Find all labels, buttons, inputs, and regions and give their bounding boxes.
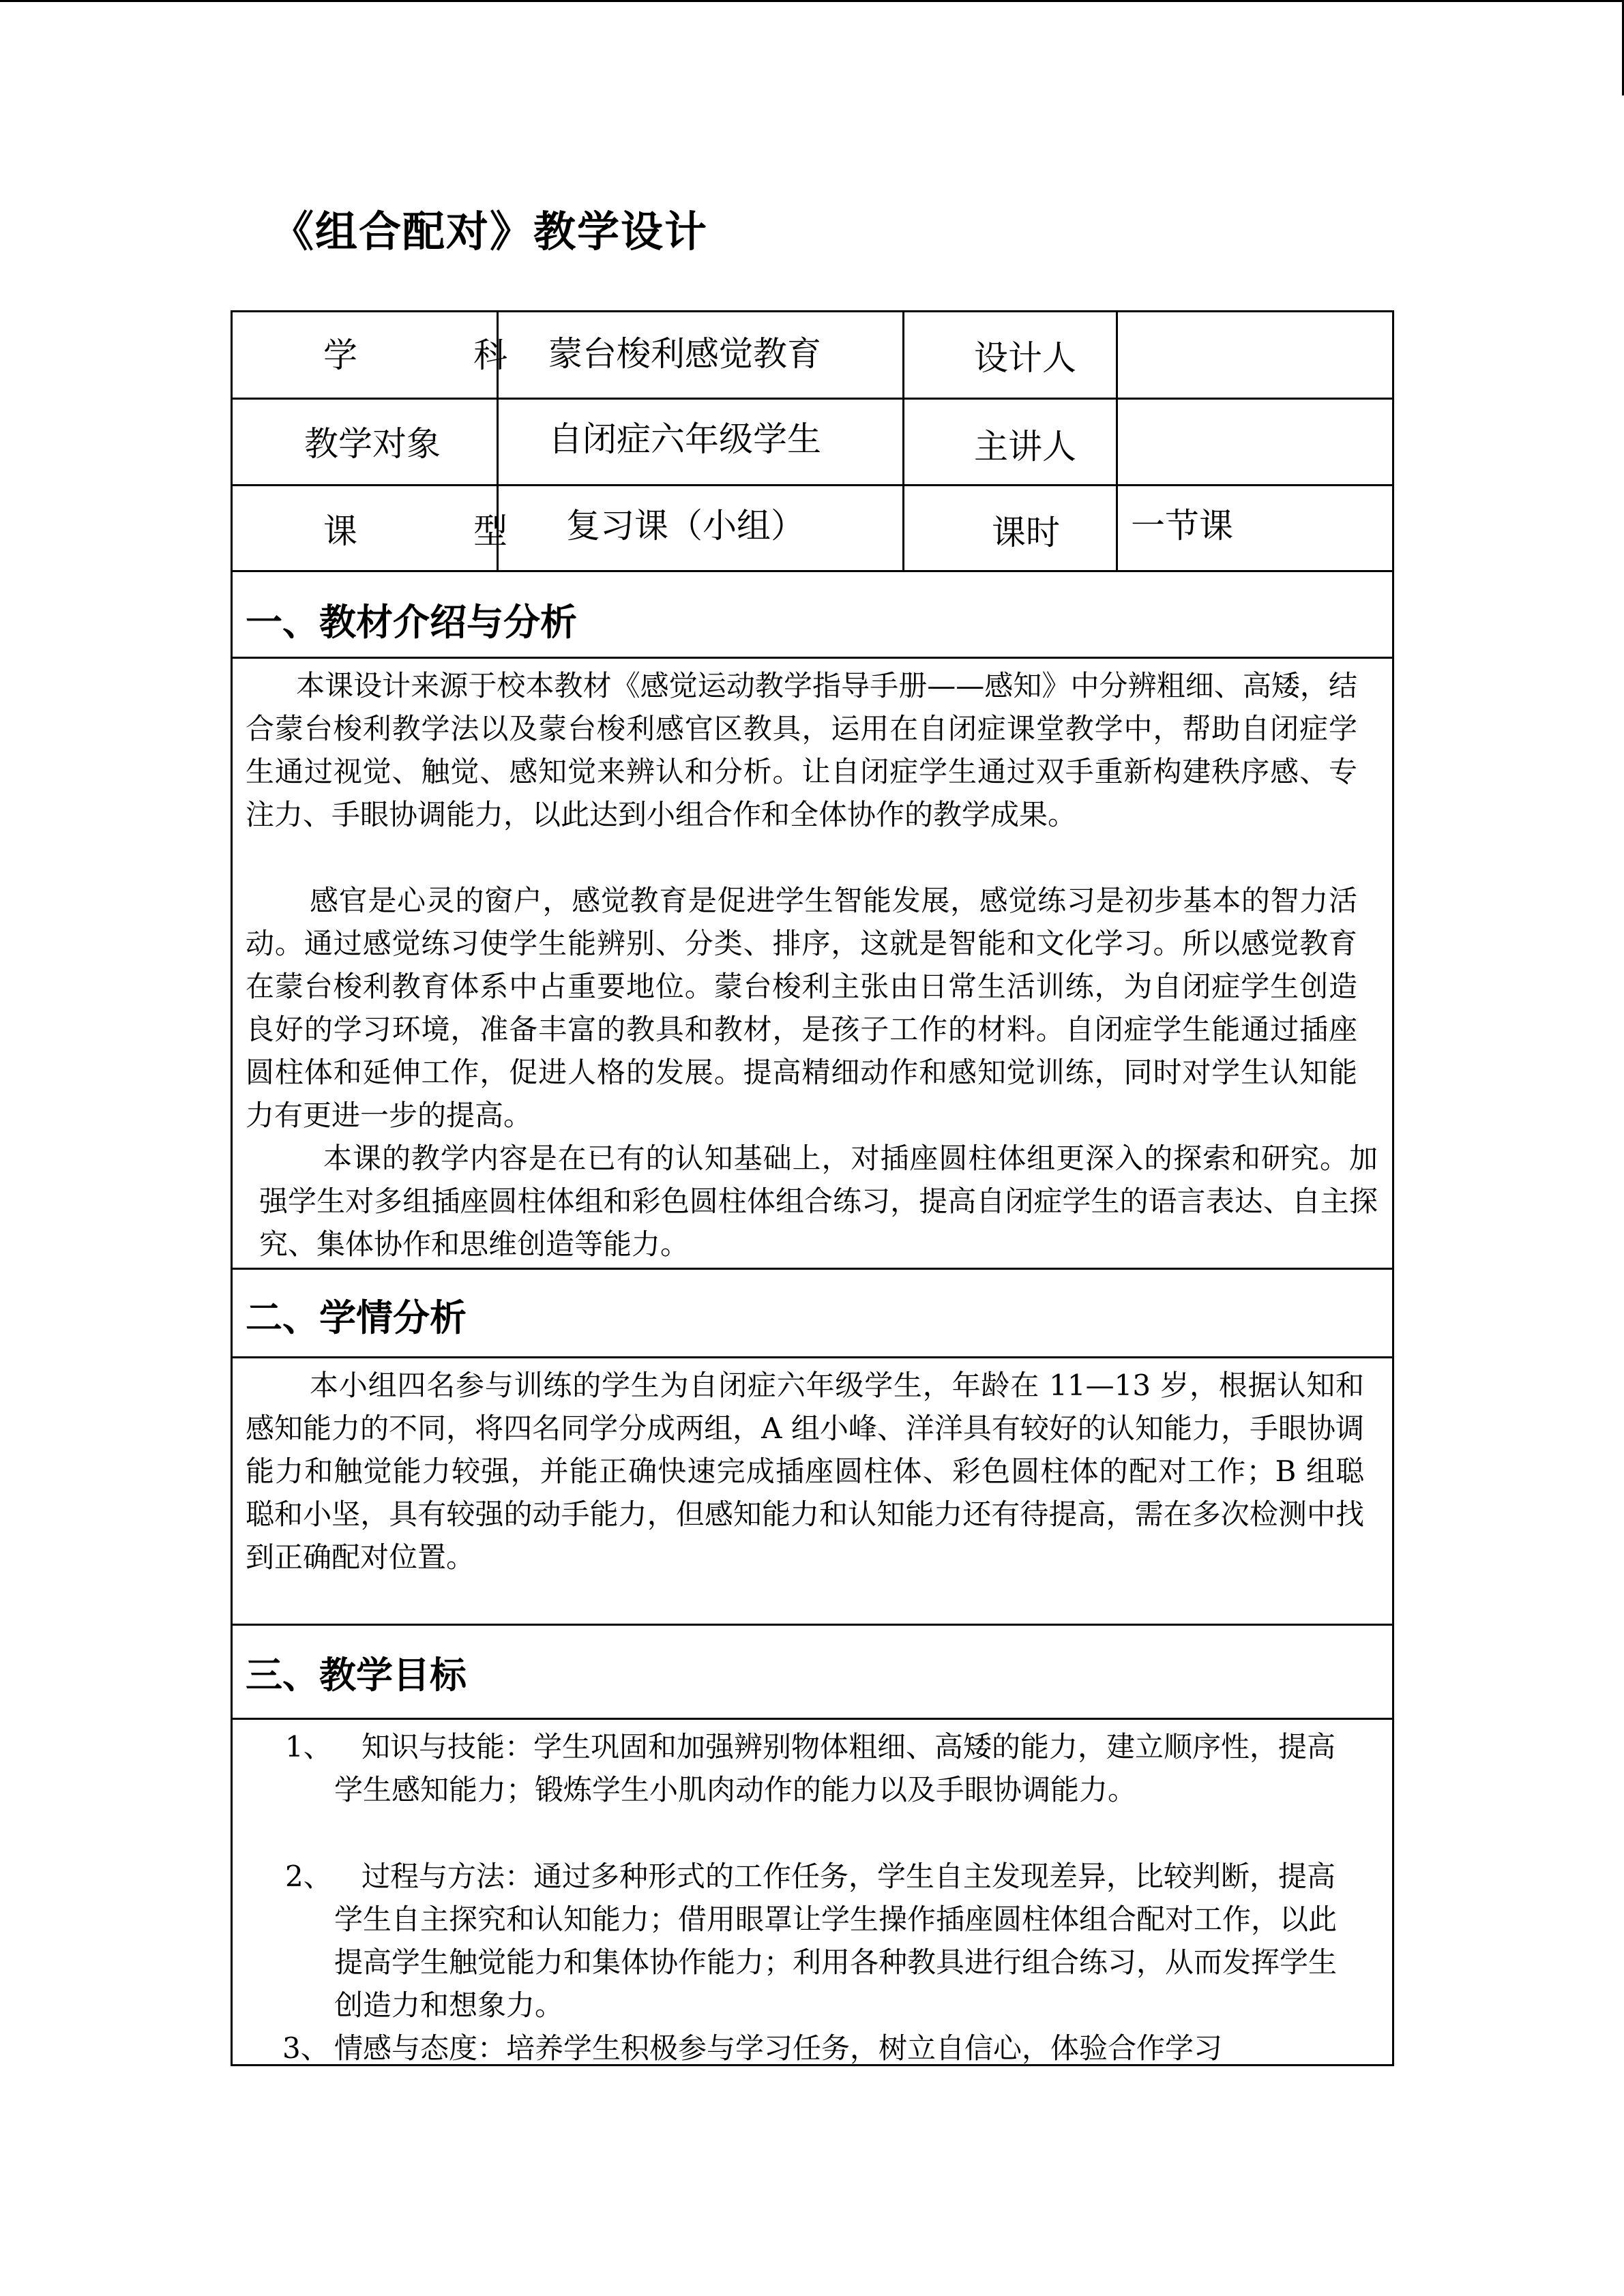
type-label: 课 型 <box>323 511 548 551</box>
objective-number: 2、 <box>285 1860 332 1893</box>
row-divider <box>231 1268 1394 1270</box>
target-value: 自闭症六年级学生 <box>548 419 821 459</box>
objective-text: 情感与态度：培养学生积极参与学习任务，树立自信心，体验合作学习 <box>334 2031 1223 2065</box>
section1-heading: 一、教材介绍与分析 <box>246 601 577 644</box>
row-divider <box>231 1718 1394 1720</box>
objective-item <box>280 1855 1357 2027</box>
row-divider <box>231 1356 1394 1358</box>
lecturer-label: 主讲人 <box>974 427 1076 466</box>
row-divider <box>231 657 1394 659</box>
section1-paragraph: 本课的教学内容是在已有的认知基础上，对插座圆柱体组更深入的探索和研究。加强学生对多组插座圆柱体组和彩色圆柱体组合练习，提高自闭症学生的语言表达、自主探究、集体协作和思维创造等能力。 <box>259 1142 1378 1261</box>
section2-paragraph: 本小组四名参与训练的学生为自闭症六年级学生，年龄在 11—13 岁，根据认知和感知能力的不同，将四名同学分成两组，A 组小峰、洋洋具有较好的认知能力，手眼协调能力和触觉能力较强，并能正确快速完成插座圆柱体、彩色圆柱体的配对工作；B 组聪聪和小坚，具有较强的动手能力，但感知能力和认知能力还有待提高，需在多次检测中找到正确配对位置。 <box>246 1369 1364 1574</box>
subject-value: 蒙台梭利感觉教育 <box>548 334 821 374</box>
page-title: 《组合配对》教学设计 <box>271 207 709 256</box>
period-value: 一节课 <box>1131 506 1233 546</box>
objective-text: 过程与方法：通过多种形式的工作任务，学生自主发现差异，比较判断，提高学生自主探究和认知能力；借用眼罩让学生操作插座圆柱体组合配对工作，以此提高学生触觉能力和集体协作能力；利用各种教具进行组合练习，从而发挥学生创造力和想象力。 <box>334 1860 1338 2022</box>
objective-item <box>280 2027 1357 2066</box>
objective-number: 1、 <box>285 1730 332 1763</box>
page-top-border <box>0 0 1624 2</box>
section1-paragraph: 感官是心灵的窗户，感觉教育是促进学生智能发展，感觉练习是初步基本的智力活动。通过感觉练习使学生能辨别、分类、排序，这就是智能和文化学习。所以感觉教育在蒙台梭利教育体系中占重要地位。蒙台梭利主张由日常生活训练，为自闭症学生创造良好的学习环境，准备丰富的教具和教材，是孩子工作的材料。自闭症学生能通过插座圆柱体和延伸工作，促进人格的发展。提高精细动作和感知觉训练，同时对学生认知能力有更进一步的提高。 <box>246 884 1357 1132</box>
column-divider <box>1116 310 1118 571</box>
section2-heading: 二、学情分析 <box>246 1296 467 1339</box>
subject-label: 学 科 <box>323 336 548 375</box>
target-label: 教学对象 <box>304 424 441 464</box>
row-divider <box>231 484 1394 486</box>
row-divider <box>231 1624 1394 1626</box>
row-divider <box>231 570 1394 572</box>
objective-item <box>280 1725 1357 1811</box>
designer-label: 设计人 <box>974 338 1076 378</box>
period-label: 课时 <box>992 513 1060 552</box>
type-value: 复习课（小组） <box>566 506 805 546</box>
objective-number: 3、 <box>282 2031 329 2065</box>
row-divider <box>231 398 1394 400</box>
column-divider <box>902 310 904 571</box>
section1-paragraph: 本课设计来源于校本教材《感觉运动教学指导手册——感知》中分辨粗细、高矮，结合蒙台梭利教学法以及蒙台梭利感官区教具，运用在自闭症课堂教学中，帮助自闭症学生通过视觉、触觉、感知觉来辨认和分析。让自闭症学生通过双手重新构建秩序感、专注力、手眼协调能力，以此达到小组合作和全体协作的教学成果。 <box>246 669 1357 831</box>
section3-heading: 三、教学目标 <box>246 1654 467 1697</box>
objective-text: 知识与技能：学生巩固和加强辨别物体粗细、高矮的能力，建立顺序性，提高学生感知能力；锻炼学生小肌肉动作的能力以及手眼协调能力。 <box>334 1730 1336 1806</box>
